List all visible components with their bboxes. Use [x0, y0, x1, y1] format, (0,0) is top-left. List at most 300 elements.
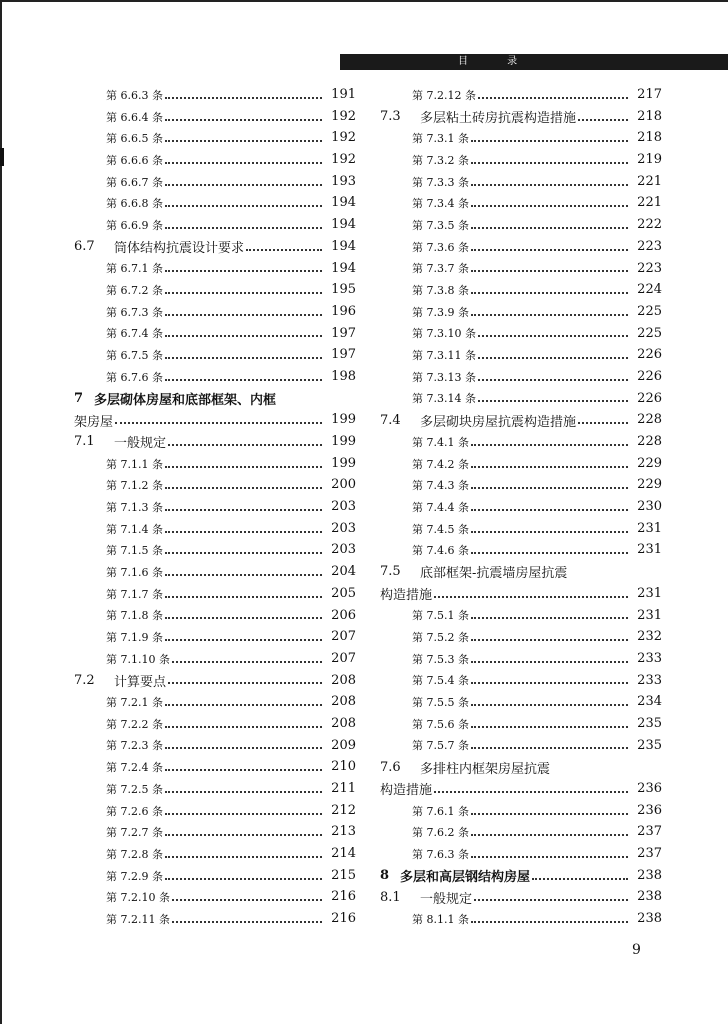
- dot-leader: [165, 357, 322, 359]
- dot-leader: [165, 574, 322, 576]
- dot-leader: [165, 119, 322, 121]
- toc-entry-page: 197: [331, 347, 356, 363]
- toc-entry-page: 231: [637, 542, 662, 558]
- toc-entry-page: 236: [637, 802, 662, 818]
- toc-entry-title: 第 6.7.6 条: [106, 370, 163, 384]
- toc-entry-title: 第 7.4.1 条: [412, 435, 469, 449]
- toc-entry-title: 第 6.6.3 条: [106, 88, 163, 102]
- toc-entry[interactable]: [380, 496, 662, 518]
- dot-leader: [578, 422, 628, 424]
- toc-entry-title: 第 6.6.4 条: [106, 110, 163, 124]
- toc-entry[interactable]: [380, 670, 662, 692]
- toc-entry[interactable]: [380, 344, 662, 366]
- dot-leader: [471, 552, 628, 554]
- toc-entry-title: 第 7.6.3 条: [412, 847, 469, 861]
- toc-entry-page: 195: [331, 282, 356, 298]
- toc-entry[interactable]: [380, 236, 662, 258]
- dot-leader: [165, 205, 322, 207]
- toc-entry[interactable]: [74, 149, 356, 171]
- toc-entry-title: 底部框架-抗震墙房屋抗震: [420, 566, 568, 582]
- toc-entry-title: 第 7.5.2 条: [412, 631, 469, 645]
- toc-entry-title: 第 7.3.1 条: [412, 132, 469, 146]
- toc-entry-number: 7.5: [380, 564, 401, 580]
- toc-entry-page: 237: [637, 824, 662, 840]
- toc-entry[interactable]: [74, 474, 356, 496]
- toc-entry[interactable]: [74, 843, 356, 865]
- toc-entry-title: 第 7.2.7 条: [106, 826, 163, 840]
- toc-entry-title: 构造措施: [380, 588, 433, 604]
- toc-entry-title: 第 7.3.4 条: [412, 197, 469, 211]
- toc-entry-title: 第 7.4.5 条: [412, 522, 469, 536]
- toc-entry-title: 第 7.4.2 条: [412, 457, 469, 471]
- toc-entry-number: 7: [74, 390, 84, 406]
- toc-entry[interactable]: [380, 648, 662, 670]
- toc-entry[interactable]: [74, 735, 356, 757]
- dot-leader: [471, 140, 628, 142]
- dot-leader: [471, 444, 628, 446]
- toc-entry[interactable]: [380, 539, 662, 561]
- dot-leader: [471, 639, 628, 641]
- toc-entry-title: 第 7.2.10 条: [106, 891, 170, 905]
- dot-leader: [165, 487, 322, 489]
- toc-entry-title: 第 7.3.2 条: [412, 153, 469, 167]
- dot-leader: [478, 335, 628, 337]
- scan-top-edge: [0, 0, 728, 2]
- toc-entry-page: 236: [637, 781, 662, 796]
- toc-entry[interactable]: [380, 908, 662, 930]
- toc-entry[interactable]: [74, 366, 356, 388]
- toc-entry-title: 多层砌体房屋和底部框架、内框: [94, 392, 277, 408]
- dot-leader: [165, 379, 322, 381]
- dot-leader: [471, 856, 628, 858]
- toc-entry-page: 223: [637, 260, 662, 276]
- toc-entry-title: 计算要点: [114, 674, 167, 690]
- dot-leader: [165, 791, 322, 793]
- toc-entry[interactable]: [74, 539, 356, 561]
- toc-entry-page: 230: [637, 499, 662, 515]
- toc-entry-number: 7.3: [380, 109, 401, 125]
- toc-entry-number: 6.7: [74, 239, 95, 255]
- dot-leader: [165, 552, 322, 554]
- toc-entry-page: 199: [331, 412, 356, 428]
- toc-entry-page: 219: [637, 152, 662, 168]
- toc-entry-title: 第 6.6.5 条: [106, 132, 163, 146]
- toc-entry-page: 233: [637, 672, 662, 688]
- dot-leader: [471, 205, 628, 207]
- toc-entry-title: 第 7.3.11 条: [412, 349, 476, 363]
- toc-entry-title: 第 7.2.8 条: [106, 847, 163, 861]
- dot-leader: [165, 769, 322, 771]
- toc-entry-title: 第 7.3.6 条: [412, 240, 469, 254]
- toc-entry[interactable]: [74, 409, 356, 431]
- toc-entry-number: 7.1: [74, 434, 95, 450]
- toc-entry-title: 第 7.3.9 条: [412, 305, 469, 319]
- dot-leader: [471, 249, 628, 251]
- toc-entry-page: 228: [637, 434, 662, 449]
- dot-leader: [165, 834, 322, 836]
- toc-entry[interactable]: [74, 778, 356, 800]
- toc-entry-title: 第 6.7.3 条: [106, 305, 163, 319]
- toc-entry[interactable]: [74, 496, 356, 518]
- toc-entry[interactable]: [380, 605, 662, 627]
- dot-leader: [165, 747, 322, 749]
- toc-entry[interactable]: [380, 713, 662, 735]
- dot-leader: [471, 726, 628, 728]
- dot-leader: [165, 856, 322, 858]
- dot-leader: [471, 314, 628, 316]
- toc-entry[interactable]: [380, 214, 662, 236]
- toc-entry-title: 构造措施: [380, 783, 433, 799]
- toc-entry-title: 第 7.2.2 条: [106, 717, 163, 731]
- dot-leader: [471, 487, 628, 489]
- toc-entry-page: 215: [331, 867, 356, 883]
- toc-entry[interactable]: [380, 583, 662, 605]
- toc-entry-page: 194: [331, 238, 356, 254]
- toc-entry-title: 第 7.1.5 条: [106, 544, 163, 558]
- toc-entry-page: 198: [331, 368, 356, 384]
- dot-leader: [532, 878, 628, 880]
- toc-entry-page: 192: [331, 152, 356, 168]
- toc-entry-page: 225: [637, 325, 662, 341]
- toc-entry[interactable]: [380, 626, 662, 648]
- toc-entry[interactable]: [380, 561, 662, 583]
- dot-leader: [165, 813, 322, 815]
- toc-entry-page: 231: [637, 607, 662, 623]
- dot-leader: [168, 682, 322, 684]
- toc-entry-title: 第 7.2.3 条: [106, 739, 163, 753]
- toc-entry[interactable]: [380, 756, 662, 778]
- toc-entry-page: 231: [637, 585, 662, 601]
- toc-entry-page: 203: [331, 542, 356, 558]
- toc-entry-title: 第 6.7.5 条: [106, 349, 163, 363]
- dot-leader: [471, 617, 628, 619]
- toc-entry-title: 第 6.7.4 条: [106, 327, 163, 341]
- toc-entry[interactable]: [380, 453, 662, 475]
- dot-leader: [168, 444, 322, 446]
- toc-entry-title: 第 7.1.9 条: [106, 631, 163, 645]
- toc-entry[interactable]: [74, 301, 356, 323]
- toc-entry-page: 199: [331, 434, 356, 449]
- dot-leader: [172, 661, 322, 663]
- toc-entry-page: 205: [331, 585, 356, 601]
- header-title: 目 录: [458, 56, 536, 67]
- toc-entry-title: 第 7.2.4 条: [106, 761, 163, 775]
- toc-entry-title: 第 7.4.3 条: [412, 479, 469, 493]
- dot-leader: [165, 292, 322, 294]
- toc-entry-number: 7.6: [380, 759, 401, 775]
- dot-leader: [471, 162, 628, 164]
- toc-entry-page: 235: [637, 715, 662, 731]
- toc-entry-page: 226: [637, 347, 662, 363]
- toc-entry-page: 192: [331, 130, 356, 146]
- dot-leader: [471, 682, 628, 684]
- dot-leader: [471, 292, 628, 294]
- toc-entry-page: 216: [331, 911, 356, 927]
- toc-entry-page: 211: [331, 781, 356, 796]
- dot-leader: [246, 249, 322, 251]
- toc-entry-title: 架房屋: [74, 414, 114, 430]
- toc-entry-page: 226: [637, 368, 662, 384]
- toc-entry-title: 多层砌块房屋抗震构造措施: [420, 414, 577, 430]
- toc-entry[interactable]: [74, 214, 356, 236]
- toc-entry[interactable]: [74, 84, 356, 106]
- toc-entry-title: 第 6.6.8 条: [106, 197, 163, 211]
- toc-entry-title: 第 8.1.1 条: [412, 912, 469, 926]
- toc-right-column: [380, 84, 662, 930]
- dot-leader: [165, 704, 322, 706]
- toc-entry-title: 第 7.5.7 条: [412, 739, 469, 753]
- toc-entry-page: 226: [637, 390, 662, 406]
- dot-leader: [165, 184, 322, 186]
- toc-entry-page: 231: [637, 520, 662, 536]
- toc-entry[interactable]: [380, 171, 662, 193]
- toc-entry-title: 第 6.6.7 条: [106, 175, 163, 189]
- toc-entry-title: 第 7.3.8 条: [412, 284, 469, 298]
- toc-entry-title: 第 7.2.1 条: [106, 696, 163, 710]
- toc-entry[interactable]: [380, 518, 662, 540]
- toc-entry[interactable]: [380, 778, 662, 800]
- toc-entry-page: 238: [637, 867, 662, 883]
- toc-entry-page: 209: [331, 737, 356, 753]
- toc-entry[interactable]: [380, 258, 662, 280]
- toc-entry[interactable]: [74, 756, 356, 778]
- toc-entry[interactable]: [74, 258, 356, 280]
- toc-entry[interactable]: [380, 886, 662, 908]
- toc-entry-page: 221: [637, 195, 662, 211]
- toc-entry-title: 第 6.7.1 条: [106, 262, 163, 276]
- dot-leader: [165, 596, 322, 598]
- toc-entry[interactable]: [74, 518, 356, 540]
- dot-leader: [474, 899, 628, 901]
- toc-entry[interactable]: [74, 171, 356, 193]
- toc-entry-title: 一般规定: [114, 436, 167, 452]
- toc-entry-page: 208: [331, 694, 356, 710]
- toc-entry[interactable]: [380, 800, 662, 822]
- toc-entry[interactable]: [74, 344, 356, 366]
- dot-leader: [471, 531, 628, 533]
- toc-entry-page: 207: [331, 650, 356, 666]
- toc-entry-page: 213: [331, 824, 356, 840]
- toc-entry[interactable]: [74, 670, 356, 692]
- toc-entry[interactable]: [74, 236, 356, 258]
- toc-entry-page: 196: [331, 303, 356, 319]
- toc-entry-page: 218: [637, 130, 662, 146]
- dot-leader: [172, 921, 322, 923]
- toc-entry-title: 第 6.6.6 条: [106, 153, 163, 167]
- dot-leader: [165, 270, 322, 272]
- toc-entry-title: 第 7.1.2 条: [106, 479, 163, 493]
- toc-entry-page: 234: [637, 694, 662, 710]
- toc-left-column: [74, 84, 356, 930]
- dot-leader: [165, 531, 322, 533]
- toc-entry[interactable]: [380, 323, 662, 345]
- toc-entry-page: 192: [331, 108, 356, 124]
- toc-entry-page: 206: [331, 607, 356, 623]
- toc-entry-page: 228: [637, 412, 662, 428]
- toc-entry[interactable]: [380, 149, 662, 171]
- toc-entry-page: 229: [637, 477, 662, 493]
- toc-entry-page: 197: [331, 325, 356, 341]
- toc-entry-page: 194: [331, 217, 356, 233]
- toc-entry[interactable]: [74, 453, 356, 475]
- toc-entry-title: 第 7.2.9 条: [106, 869, 163, 883]
- toc-entry[interactable]: [380, 192, 662, 214]
- toc-entry[interactable]: [74, 279, 356, 301]
- dot-leader: [471, 466, 628, 468]
- toc-entry-title: 第 7.1.3 条: [106, 500, 163, 514]
- toc-entry-page: 224: [637, 282, 662, 298]
- dot-leader: [165, 227, 322, 229]
- dot-leader: [478, 400, 628, 402]
- toc-entry[interactable]: [74, 388, 356, 410]
- running-header: [340, 54, 728, 70]
- toc-entry[interactable]: [380, 279, 662, 301]
- toc-entry[interactable]: [74, 908, 356, 930]
- toc-entry-page: 223: [637, 238, 662, 254]
- toc-entry[interactable]: [380, 388, 662, 410]
- dot-leader: [165, 878, 322, 880]
- dot-leader: [471, 747, 628, 749]
- scan-edge-mark: [0, 148, 4, 166]
- toc-entry-page: 214: [331, 846, 356, 862]
- toc-entry[interactable]: [380, 106, 662, 128]
- dot-leader: [471, 184, 628, 186]
- toc-entry[interactable]: [74, 431, 356, 453]
- toc-entry-page: 212: [331, 802, 356, 818]
- toc-entry-page: 232: [637, 629, 662, 645]
- toc-entry-title: 第 7.3.3 条: [412, 175, 469, 189]
- toc-entry[interactable]: [74, 127, 356, 149]
- page-number: 9: [632, 942, 641, 958]
- dot-leader: [165, 162, 322, 164]
- dot-leader: [165, 466, 322, 468]
- dot-leader: [471, 227, 628, 229]
- toc-entry-page: 194: [331, 260, 356, 276]
- dot-leader: [172, 899, 322, 901]
- toc-entry[interactable]: [380, 474, 662, 496]
- toc-entry-title: 第 7.3.13 条: [412, 370, 476, 384]
- toc-entry-title: 第 7.1.7 条: [106, 587, 163, 601]
- toc-entry-page: 204: [331, 564, 356, 580]
- toc-entry[interactable]: [380, 84, 662, 106]
- dot-leader: [165, 639, 322, 641]
- toc-entry[interactable]: [380, 431, 662, 453]
- toc-entry-title: 第 7.6.1 条: [412, 804, 469, 818]
- toc-entry[interactable]: [380, 865, 662, 887]
- toc-entry[interactable]: [74, 561, 356, 583]
- toc-entry-title: 第 7.6.2 条: [412, 826, 469, 840]
- toc-entry-page: 217: [637, 87, 662, 102]
- toc-entry[interactable]: [74, 192, 356, 214]
- toc-entry-title: 第 7.1.10 条: [106, 652, 170, 666]
- toc-entry-title: 第 7.2.6 条: [106, 804, 163, 818]
- dot-leader: [578, 119, 628, 121]
- toc-entry-title: 第 7.4.6 条: [412, 544, 469, 558]
- toc-entry-title: 第 7.5.4 条: [412, 674, 469, 688]
- toc-entry-number: 8.1: [380, 889, 401, 905]
- dot-leader: [165, 314, 322, 316]
- toc-entry-title: 第 7.3.5 条: [412, 218, 469, 232]
- toc-entry-page: 222: [637, 217, 662, 233]
- dot-leader: [471, 813, 628, 815]
- toc-entry[interactable]: [380, 127, 662, 149]
- toc-entry-page: 194: [331, 195, 356, 211]
- toc-entry-title: 第 7.4.4 条: [412, 500, 469, 514]
- toc-entry[interactable]: [74, 583, 356, 605]
- dot-leader: [478, 379, 628, 381]
- dot-leader: [115, 422, 322, 424]
- toc-entry-title: 第 7.5.3 条: [412, 652, 469, 666]
- toc-entry[interactable]: [74, 323, 356, 345]
- toc-entry-page: 203: [331, 499, 356, 515]
- toc-entry-title: 第 7.1.8 条: [106, 609, 163, 623]
- toc-entry-page: 199: [331, 455, 356, 471]
- toc-entry[interactable]: [74, 605, 356, 627]
- toc-entry[interactable]: [74, 800, 356, 822]
- toc-entry-title: 一般规定: [420, 891, 473, 907]
- dot-leader: [165, 509, 322, 511]
- toc-entry-title: 第 7.2.12 条: [412, 88, 476, 102]
- toc-entry[interactable]: [74, 821, 356, 843]
- dot-leader: [165, 726, 322, 728]
- toc-entry-title: 第 7.3.10 条: [412, 327, 476, 341]
- toc-entry-title: 第 7.2.11 条: [106, 912, 170, 926]
- toc-entry-page: 218: [637, 108, 662, 124]
- toc-entry-page: 200: [331, 477, 356, 493]
- toc-entry-page: 238: [637, 911, 662, 927]
- toc-entry-page: 207: [331, 629, 356, 645]
- dot-leader: [478, 97, 628, 99]
- toc-entry[interactable]: [380, 821, 662, 843]
- dot-leader: [471, 509, 628, 511]
- toc-entry-page: 208: [331, 715, 356, 731]
- toc-entry[interactable]: [74, 648, 356, 670]
- toc-entry-page: 210: [331, 759, 356, 775]
- toc-entry-page: 237: [637, 846, 662, 862]
- toc-entry[interactable]: [380, 301, 662, 323]
- toc-entry-number: 7.4: [380, 412, 401, 428]
- toc-entry[interactable]: [74, 713, 356, 735]
- toc-entry-title: 多层粘土砖房抗震构造措施: [420, 111, 577, 127]
- dot-leader: [471, 661, 628, 663]
- toc-entry[interactable]: [74, 865, 356, 887]
- dot-leader: [165, 335, 322, 337]
- toc-entry-title: 第 7.2.5 条: [106, 782, 163, 796]
- dot-leader: [434, 791, 628, 793]
- dot-leader: [478, 357, 628, 359]
- toc-entry[interactable]: [74, 886, 356, 908]
- dot-leader: [165, 617, 322, 619]
- toc-entry[interactable]: [74, 106, 356, 128]
- toc-entry-title: 第 7.5.6 条: [412, 717, 469, 731]
- toc-entry[interactable]: [380, 691, 662, 713]
- toc-entry[interactable]: [74, 626, 356, 648]
- toc-entry-title: 筒体结构抗震设计要求: [114, 241, 245, 257]
- toc-entry-page: 238: [637, 889, 662, 905]
- toc-entry-title: 第 7.3.7 条: [412, 262, 469, 276]
- toc-entry[interactable]: [380, 843, 662, 865]
- toc-entry-title: 第 7.5.5 条: [412, 696, 469, 710]
- toc-entry-page: 216: [331, 889, 356, 905]
- dot-leader: [471, 270, 628, 272]
- dot-leader: [471, 834, 628, 836]
- toc-entry-title: 第 7.1.6 条: [106, 565, 163, 579]
- toc-entry[interactable]: [380, 366, 662, 388]
- toc-entry[interactable]: [380, 409, 662, 431]
- dot-leader: [165, 97, 322, 99]
- toc-entry[interactable]: [74, 691, 356, 713]
- toc-entry[interactable]: [380, 735, 662, 757]
